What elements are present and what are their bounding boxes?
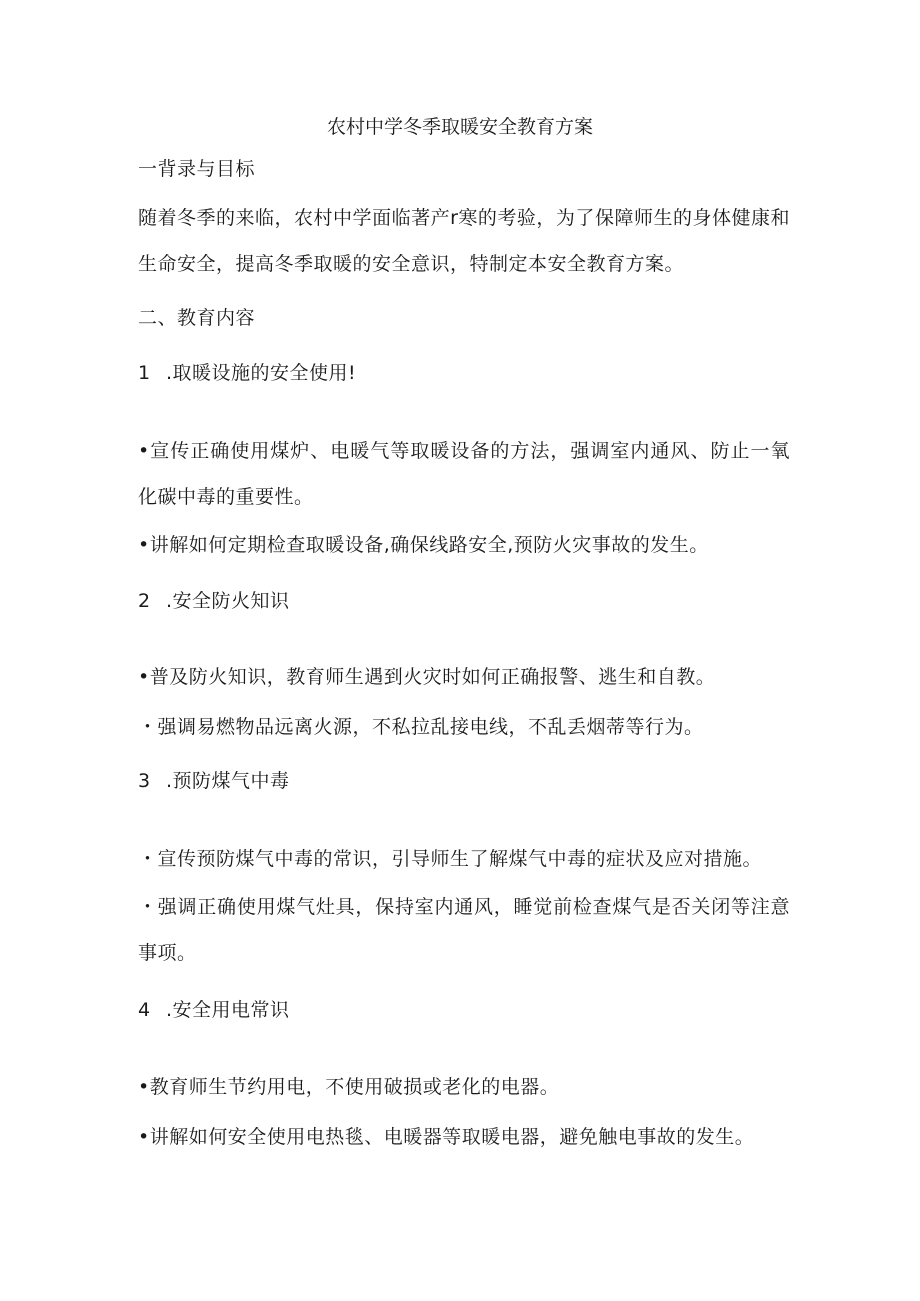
item-heading-text: .预防煤气中毒 xyxy=(166,770,290,792)
bullet-item: •教育师生节约用电，不使用破损或老化的电器。 xyxy=(138,1076,560,1098)
item-heading-2 xyxy=(138,588,290,614)
bullet-item: •宣传正确使用煤炉、电暖气等取暖设备的方法，强调室内通风、防止一氧化碳中毒的重要性。 xyxy=(138,440,790,508)
section-heading-content: 二、教育内容 xyxy=(138,307,256,329)
item-heading-3 xyxy=(138,768,290,794)
item-heading-text: .安全用电常识 xyxy=(166,999,290,1021)
bullet-item: ・强调易燃物品远离火源，不私拉乱接电线，不乱丢烟蒂等行为。 xyxy=(138,716,704,738)
item-number: 1 xyxy=(138,362,151,384)
bullet-item: ・强调正确使用煤气灶具，保持室内通风，睡觉前检查煤气是否关闭等注意事项。 xyxy=(138,896,790,964)
bullet-item: •讲解如何定期检查取暖设备,确保线路安全,预防火灾事故的发生。 xyxy=(138,534,709,556)
item-number: 3 xyxy=(138,770,151,792)
document-title: 农村中学冬季取暖安全教育方案 xyxy=(326,116,593,138)
bullet-item: ・宣传预防煤气中毒的常识，引导师生了解煤气中毒的症状及应对措施。 xyxy=(138,848,763,870)
item-heading-4 xyxy=(138,997,290,1023)
item-heading-text: .安全防火知识 xyxy=(166,590,290,612)
section-heading-background: 一背录与目标 xyxy=(138,158,256,180)
bullet-item: •普及防火知识，教育师生遇到火灾时如何正确报警、逃生和自教。 xyxy=(138,666,716,688)
bullet-item: •讲解如何安全使用电热毯、电暖器等取暖电器，避免触电事故的发生。 xyxy=(138,1126,755,1148)
item-number: 4 xyxy=(138,999,151,1021)
item-heading-text: .取暖设施的安全使用! xyxy=(166,362,357,384)
item-number: 2 xyxy=(138,590,151,612)
item-heading-1 xyxy=(138,360,356,386)
intro-paragraph: 随着冬季的来临，农村中学面临著产r寒的考验，为了保障师生的身体健康和生命安全，提高冬季取暖的安全意识，特制定本安全教育方案。 xyxy=(138,207,790,275)
